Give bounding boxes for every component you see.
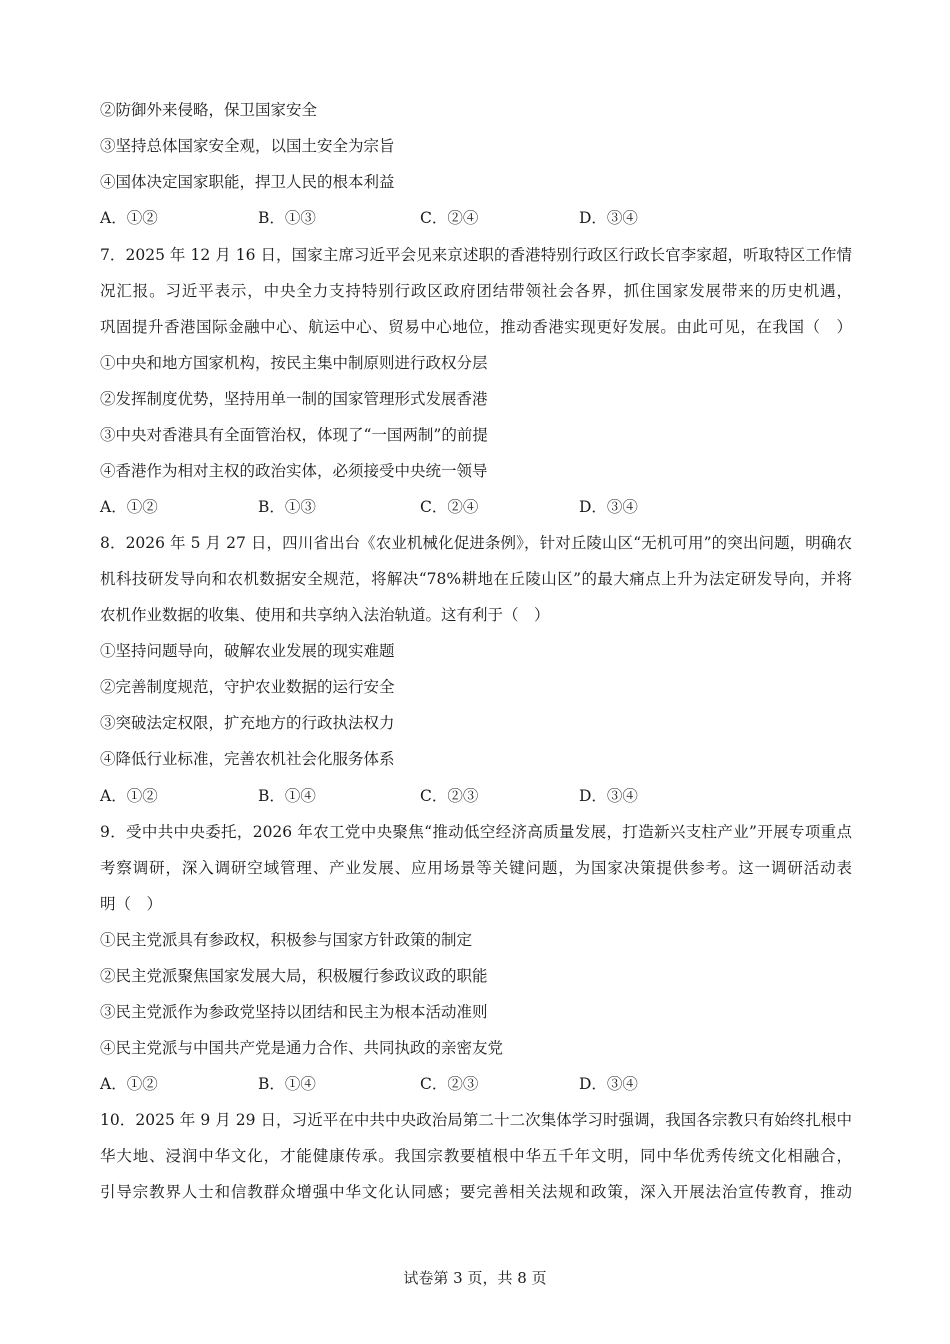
q9-stem-line-1: 9．受中共中央委托，2026 年农工党中央聚焦“推动低空经济高质量发展，打造新兴支柱产业”开展专项重点 [100,823,852,841]
q7-options [100,497,852,517]
q8-statement-2: ②完善制度规范，守护农业数据的运行安全 [100,678,395,696]
q9-statement-1: ①民主党派具有参政权，积极参与国家方针政策的制定 [100,931,473,949]
q8-stem-line-2: 机科技研发导向和农机数据安全规范，将解决“78%耕地在丘陵山区”的最大痛点上升为法定研发导向，并将 [100,570,852,588]
q8-stem-line-1: 8．2026 年 5 月 27 日，四川省出台《农业机械化促进条例》，针对丘陵山区“无机可用”的突出问题，明确农 [100,534,852,552]
q8-statement-3: ③突破法定权限，扩充地方的行政执法权力 [100,714,395,732]
q7-stem-line-1: 7．2025 年 12 月 16 日，国家主席习近平会见来京述职的香港特别行政区行政长官李家超，听取特区工作情 [100,246,852,264]
q7-statement-4: ④香港作为相对主权的政治实体，必须接受中央统一领导 [100,462,488,480]
q9-option-c: C．②③ [420,1075,479,1093]
q9-option-a: A．①② [100,1075,158,1093]
q7-stem-line-3: 巩固提升香港国际金融中心、航运中心、贸易中心地位，推动香港实现更好发展。由此可见，在我国（ ） [100,318,852,336]
q6-option-b: B．①③ [258,209,316,227]
q6-statement-4: ④国体决定国家职能，捍卫人民的根本利益 [100,173,395,191]
page-footer: 试卷第 3 页，共 8 页 [403,1269,547,1287]
q10-stem-line-2: 华大地、浸润中华文化，才能健康传承。我国宗教要植根中华五千年文明，同中华优秀传统文化相融合， [100,1147,852,1165]
q9-stem-line-2: 考察调研，深入调研空域管理、产业发展、应用场景等关键问题，为国家决策提供参考。这一调研活动表 [100,859,852,877]
q6-statement-3: ③坚持总体国家安全观，以国土安全为宗旨 [100,137,395,155]
q8-statement-1: ①坚持问题导向，破解农业发展的现实难题 [100,642,395,660]
q8-option-d: D．③④ [579,787,638,805]
q9-statement-3: ③民主党派作为参政党坚持以团结和民主为根本活动准则 [100,1003,488,1021]
q8-option-c: C．②③ [420,787,479,805]
q9-stem-line-3: 明（ ） [100,895,163,913]
q6-statement-2: ②防御外来侵略，保卫国家安全 [100,101,318,119]
q7-statement-1: ①中央和地方国家机构，按民主集中制原则进行政权分层 [100,354,488,372]
q7-statement-3: ③中央对香港具有全面管治权，体现了“一国两制”的前提 [100,426,488,444]
q9-statement-4: ④民主党派与中国共产党是通力合作、共同执政的亲密友党 [100,1039,504,1057]
q7-statement-2: ②发挥制度优势，坚持用单一制的国家管理形式发展香港 [100,390,488,408]
q8-option-b: B．①④ [258,787,316,805]
q6-option-c: C．②④ [420,209,479,227]
q6-option-d: D．③④ [579,209,638,227]
q8-stem-line-3: 农机作业数据的收集、使用和共享纳入法治轨道。这有利于（ ） [100,606,550,624]
q7-option-c: C．②④ [420,498,479,516]
q10-stem-line-1: 10．2025 年 9 月 29 日，习近平在中共中央政治局第二十二次集体学习时强调，我国各宗教只有始终扎根中 [100,1111,852,1129]
q7-stem-line-2: 况汇报。习近平表示，中央全力支持特别行政区政府团结带领社会各界，抓住国家发展带来的历史机遇， [100,282,852,300]
q7-option-d: D．③④ [579,498,638,516]
q9-option-d: D．③④ [579,1075,638,1093]
q6-options [100,208,852,228]
q7-option-b: B．①③ [258,498,316,516]
q7-option-a: A．①② [100,498,158,516]
q8-option-a: A．①② [100,787,158,805]
q9-options [100,1074,852,1094]
q9-statement-2: ②民主党派聚焦国家发展大局，积极履行参政议政的职能 [100,967,488,985]
q8-options [100,786,852,806]
q6-option-a: A．①② [100,209,158,227]
q10-stem-line-3: 引导宗教界人士和信教群众增强中华文化认同感；要完善相关法规和政策，深入开展法治宣传教育，推动 [100,1183,852,1201]
q8-statement-4: ④降低行业标准，完善农机社会化服务体系 [100,750,395,768]
q9-option-b: B．①④ [258,1075,316,1093]
